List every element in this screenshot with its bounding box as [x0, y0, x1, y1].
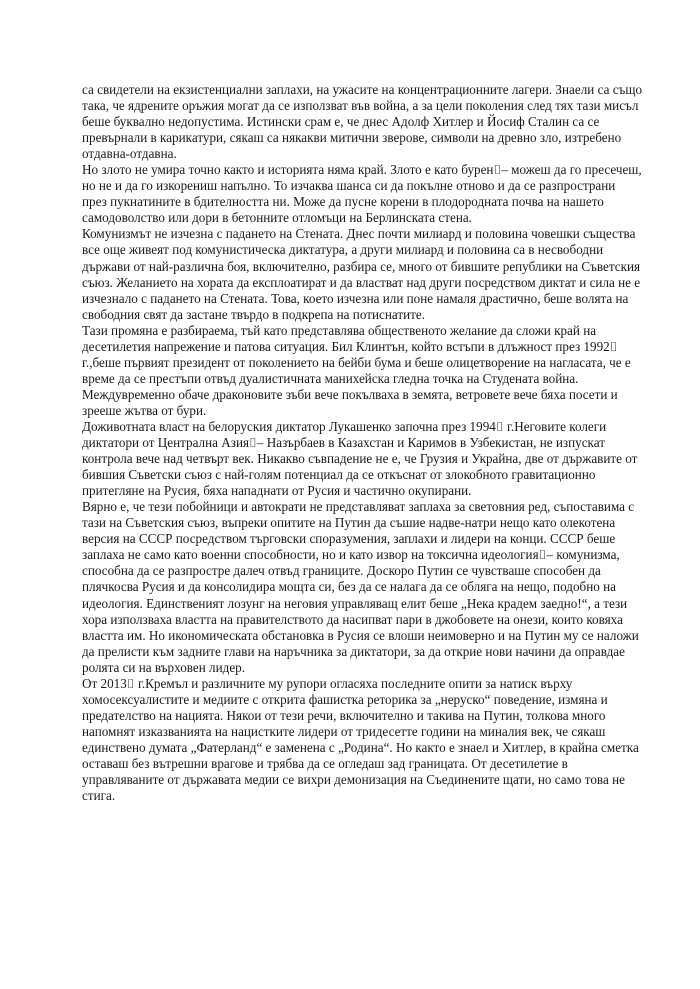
paragraph: От 2013⌷ г.Кремъл и различните му рупори огласяха последните опити за натиск върху хомосексуалистите и медиите с открита фашистка реторика за „неруско“ поведение, измяна и предателство на нацията. Някои от тези речи, включително и такива на Путин, толкова много напомнят изказванията на нацистките лидери от тридесетте години на миналия век, че сякаш единствено думата „Фатерланд“ е заменена с „Родина“. Но както е знаел и Хитлер, в крайна сметка оставаш без вътрешни врагове и трябва да се огледаш зад границата. От десетилетие в управляваните от държавата медии се вихри демонизация на Съединените щати, но само това не стига. [82, 675, 639, 804]
document-page [82, 82, 642, 804]
paragraph: Доживотната власт на белоруския диктатор Лукашенко започна през 1994⌷ г.Неговите колеги диктатори от Централна Азия⌷– Назърбаев в Казахстан и Каримов в Узбекистан, не изпускат контрола вече над четвърт век. Никакво съвпадение не е, че Грузия и Украйна, две от държавите от бившия Съветски съюз с най-голям потенциал да се откъснат от злокобното гравитационно притегляне на Русия, бяха нападнати от Русия и частично окупирани. [82, 418, 638, 499]
paragraph: Тази промяна е разбираема, тъй като представлява общественото желание да сложи край на десетилетия напрежение и патова ситуация. Бил Клинтън, който встъпи в длъжност през 1992⌷ г.,беше първият президент от поколението на бейби бума и беше олицетворение на нагласата, че е време да се престъпи отвъд дуалистичната манихейска гледна точка на Студената война. Междувременно обаче драконовите зъби вече покълваха в земята, ветровете вече бяха посети и зрееше жътва от бури. [82, 322, 631, 418]
paragraph: Комунизмът не изчезна с падането на Стената. Днес почти милиард и половина човешки същества все още живеят под комунистическа диктатура, а други милиард и половина са в несвободни държави от най-различна боя, включително, разбира се, много от бившите републики на Съветския съюз. Желанието на хората да експлоатират и да властват над други посредством диктат и сила не е изчезнало с падането на Стената. Това, което изчезна или поне намаля драстично, беше волята на свободния свят да застане твърдо в подкрепа на потиснатите. [82, 226, 641, 322]
paragraph: Вярно е, че тези побойници и автократи не представляват заплаха за световния ред, съпоставима с тази на Съветския съюз, въпреки опитите на Путин да съшие надве-натри нещо като олекотена версия на СССР посредством търговски споразумения, заплахи и лидери на конци. СССР беше заплаха не само като военни способности, но и като извор на токсична идеология⌷– комунизма, способна да се разпростре далеч отвъд границите. Доскоро Путин се чувстваше способен да плячкосва Русия и да консолидира мощта си, без да се налага да се обляга на нещо, подобно на идеология. Единственият лозунг на неговия управляващ елит беше „Нека крадем заедно!“, а тези хора използваха властта на правителството да насипват пари в джобовете на онези, които ковяха властта им. Но икономическата обстановка в Русия се влоши неимоверно и на Путин му се наложи да прелисти към задните глави на наръчника за диктатори, за да открие нови начини да оправдае ролята си на върховен лидер. [82, 499, 639, 675]
paragraph: Но злото не умира точно както и историята няма край. Злото е като бурен⌷– можеш да го пресечеш, но не и да го изкорениш напълно. То изчаква шанса си да покълне отново и да се разпространи през пукнатините в бдителността ни. Може да пусне корени в плодородната почва на нашето самодоволство или дори в бетонните отломъци на Берлинската стена. [82, 162, 642, 226]
paragraph: са свидетели на екзистенциални заплахи, на ужасите на концентрационните лагери. Знаели са също така, че ядрените оръжия могат да се използват във война, а за цели поколения след тях тази мисъл беше буквално недопустима. Истински срам е, че днес Адолф Хитлер и Йосиф Сталин са се превърнали в карикатури, сякаш са някакви митични зверове, символи на древно зло, изтребено отдавна-отдавна. [82, 82, 643, 162]
